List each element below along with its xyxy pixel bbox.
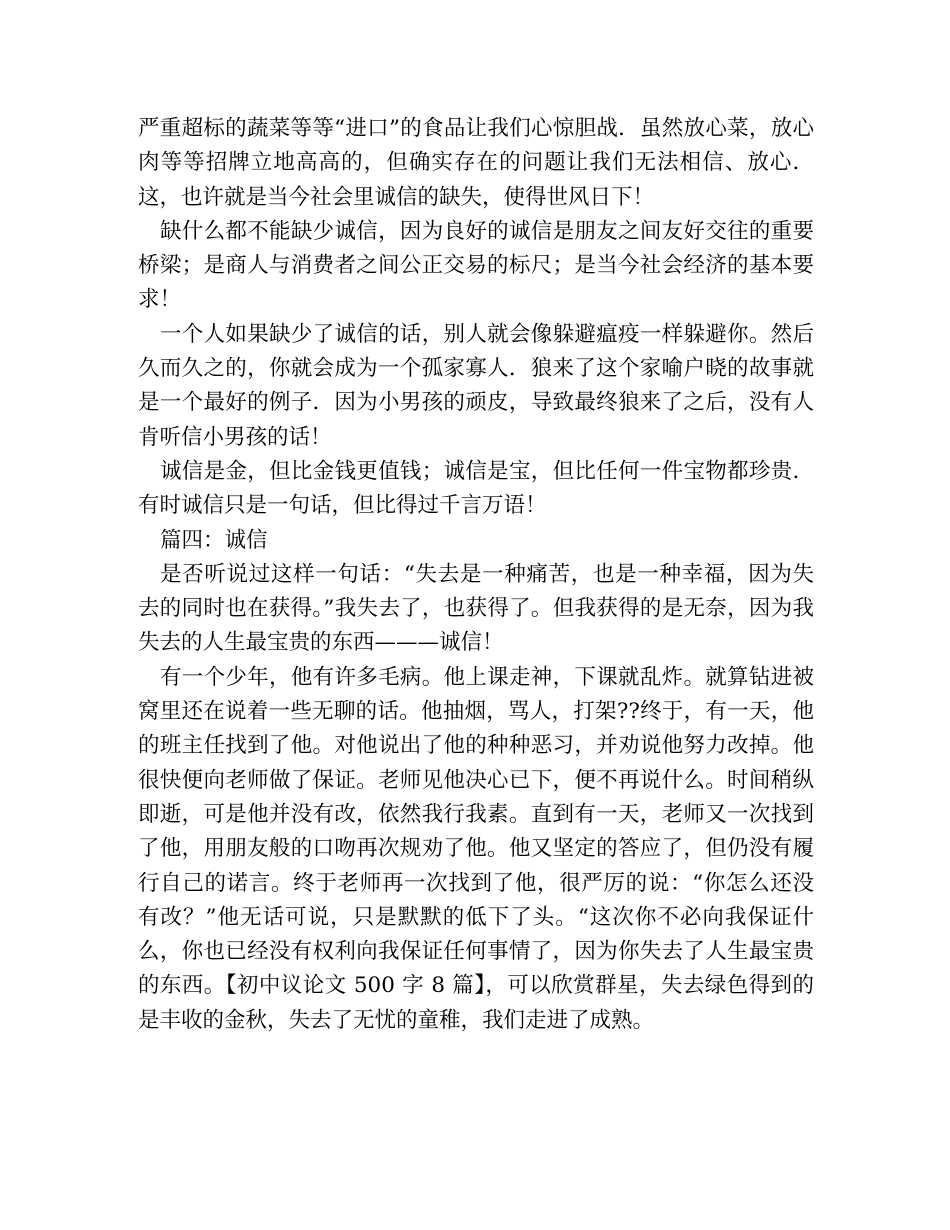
paragraph: 是否听说过这样一句话：“失去是一种痛苦，也是一种幸福，因为失去的同时也在获得。”我失去了，也获得了。但我获得的是无奈，因为我失去的人生最宝贵的东西———诚信！ <box>138 561 814 656</box>
paragraph: 诚信是金，但比金钱更值钱；诚信是宝，但比任何一件宝物都珍贵．有时诚信只是一句话，但比得过千言万语！ <box>138 458 814 519</box>
document-body <box>138 112 814 1038</box>
section-heading: 篇四：诚信 <box>160 527 268 553</box>
paragraph: 缺什么都不能缺少诚信，因为良好的诚信是朋友之间友好交往的重要桥梁；是商人与消费者之间公正交易的标尺；是当今社会经济的基本要求！ <box>138 218 814 313</box>
paragraph: 一个人如果缺少了诚信的话，别人就会像躲避瘟疫一样躲避你。然后久而久之的，你就会成为一个孤家寡人．狼来了这个家喻户晓的故事就是一个最好的例子．因为小男孩的顽皮，导致最终狼来了之后，没有人肯听信小男孩的话！ <box>138 321 814 450</box>
paragraph: 严重超标的蔬菜等等“进口”的食品让我们心惊胆战．虽然放心菜，放心肉等等招牌立地高高的，但确实存在的问题让我们无法相信、放心．这，也许就是当今社会里诚信的缺失，使得世风日下！ <box>138 116 814 210</box>
paragraph: 有一个少年，他有许多毛病。他上课走神，下课就乱炸。就算钻进被窝里还在说着一些无聊的话。他抽烟，骂人，打架??终于，有一天，他的班主任找到了他。对他说出了他的种种恶习，并劝说他努力改掉。他很快便向老师做了保证。老师见他决心已下，便不再说什么。时间稍纵即逝，可是他并没有改，依然我行我素。直到有一天，老师又一次找到了他，用朋友般的口吻再次规劝了他。他又坚定的答应了，但仍没有履行自己的诺言。终于老师再一次找到了他，很严厉的说：“你怎么还没有改？”他无话可说，只是默默的低下了头。“这次你不必向我保证什么，你也已经没有权利向我保证任何事情了，因为你失去了人生最宝贵的东西。【初中议论文 500 字 8 篇】，可以欣赏群星，失去绿色得到的是丰收的金秋，失去了无忧的童稚，我们走进了成熟。 <box>138 664 814 1033</box>
